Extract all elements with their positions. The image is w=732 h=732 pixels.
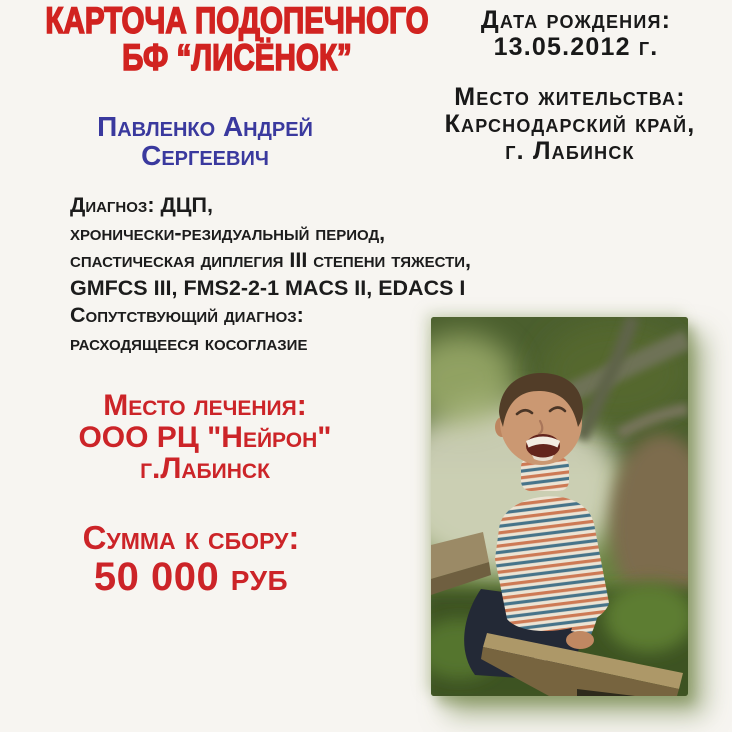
residence-city: г. Лабинск (505, 137, 635, 165)
birth-date-label: Дата рождения: (480, 6, 672, 34)
fundraising-label: Сумма к сбору: (82, 519, 300, 556)
card-title-line1: КАРТОЧА ПОДОПЕЧНОГО (45, 0, 429, 41)
ward-photo (431, 317, 688, 696)
ward-name: Павленко Андрей Сергеевич (97, 111, 313, 171)
treatment-label: Место лечения: (103, 389, 307, 422)
birth-date-block (420, 7, 732, 61)
residence-region: Карснодарский край, (444, 110, 696, 138)
residence-block (408, 84, 732, 165)
birth-date-value: 13.05.2012 г. (493, 33, 659, 61)
card-title (13, 2, 461, 76)
residence-label: Место жительства: (454, 83, 686, 111)
treatment-block (38, 390, 372, 485)
diagnosis-line: спастическая диплегия III степени тяжести, (70, 248, 471, 273)
card-title-line2: БФ “ЛИСЁНОК” (122, 37, 352, 78)
diagnosis-line: расходящееся косоглазие (70, 330, 308, 355)
diagnosis-line: Диагноз: ДЦП, (70, 193, 213, 217)
fundraising-amount: 50 000 руб (93, 555, 289, 599)
ward-photo-illustration (431, 317, 688, 696)
treatment-clinic: ООО РЦ "Нейрон" (78, 420, 332, 454)
treatment-city: г.Лабинск (140, 452, 270, 485)
diagnosis-line: GMFCS III, FMS2-2-1 MACS II, EDACS I (70, 275, 466, 300)
diagnosis-line: Сопутствующий диагноз: (70, 303, 304, 328)
diagnosis-line: хронически-резидуальный период, (70, 220, 386, 245)
